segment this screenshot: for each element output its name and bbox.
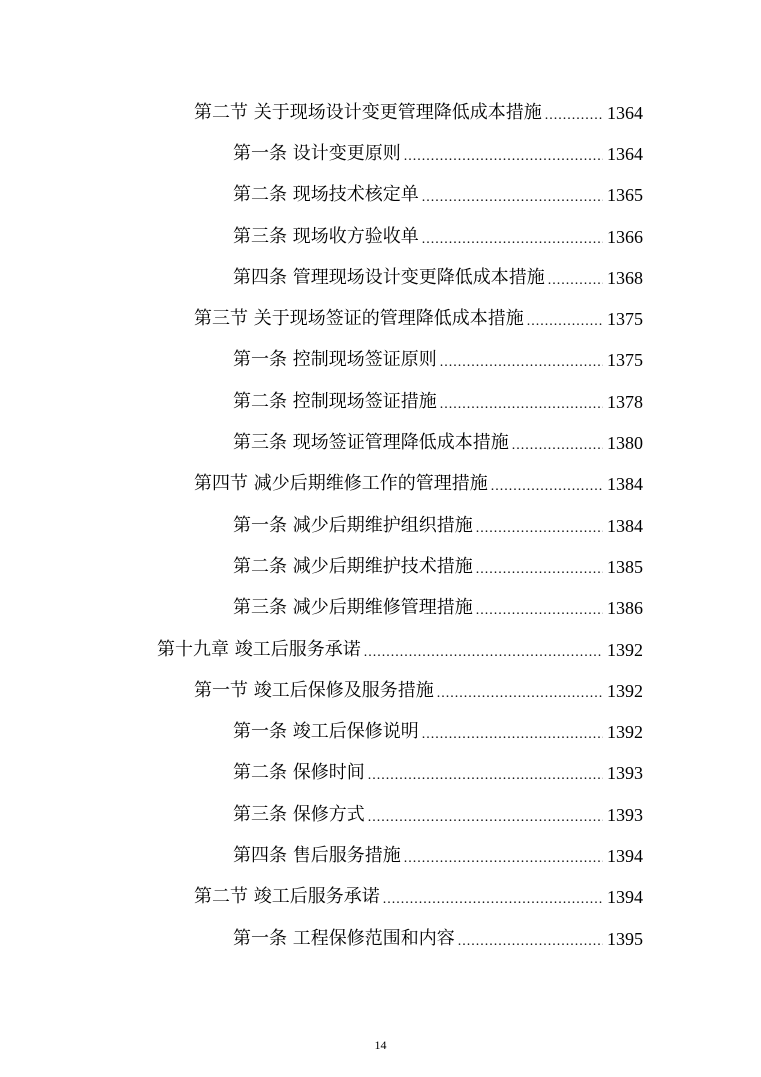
toc-entry-article[interactable]: [0, 381, 761, 422]
toc-entry-page: 1380: [607, 433, 643, 454]
toc-entry-article[interactable]: [0, 794, 761, 835]
toc-entry-article[interactable]: [0, 711, 761, 752]
toc-entry-page: 1375: [607, 350, 643, 371]
toc-entry-page: 1392: [607, 722, 643, 743]
toc-entry-page: 1364: [607, 143, 643, 164]
toc-entry-title: 第二条 现场技术核定单: [233, 184, 419, 206]
toc-entry-section-3[interactable]: [0, 298, 761, 339]
toc-entry-page: 1392: [607, 639, 643, 660]
dot-leader: [476, 559, 603, 581]
dot-leader: [527, 311, 603, 333]
toc-entry-page: 1366: [607, 226, 643, 247]
toc-entry-page: 1384: [607, 474, 643, 495]
toc-entry-page: 1384: [607, 515, 643, 536]
dot-leader: [437, 683, 603, 705]
toc-entry-title: 第四条 管理现场设计变更降低成本措施: [233, 266, 545, 288]
toc-entry-title: 第二条 减少后期维护技术措施: [233, 555, 473, 577]
toc-entry-page: 1394: [607, 887, 643, 908]
toc-entry-section-2[interactable]: [0, 877, 761, 918]
toc-entry-article[interactable]: [0, 835, 761, 876]
toc-entry-title: 第一节 竣工后保修及服务措施: [194, 679, 434, 701]
dot-leader: [422, 724, 603, 746]
dot-leader: [404, 848, 603, 870]
dot-leader: [512, 435, 603, 457]
toc-entry-title: 第一条 设计变更原则: [233, 142, 401, 164]
toc-entry-article[interactable]: [0, 175, 761, 216]
toc-entry-article[interactable]: [0, 133, 761, 174]
toc-entry-title: 第一条 减少后期维护组织措施: [233, 514, 473, 536]
toc-entry-title: 第三节 关于现场签证的管理降低成本措施: [194, 308, 524, 330]
toc-entry-page: 1368: [607, 267, 643, 288]
toc-entry-title: 第一条 竣工后保修说明: [233, 721, 419, 743]
dot-leader: [440, 394, 603, 416]
toc-entry-article[interactable]: [0, 257, 761, 298]
dot-leader: [476, 600, 603, 622]
toc-entry-title: 第一条 控制现场签证原则: [233, 349, 437, 371]
toc-entry-title: 第十九章 竣工后服务承诺: [157, 638, 361, 660]
toc-entry-section-1[interactable]: [0, 670, 761, 711]
toc-entry-page: 1394: [607, 845, 643, 866]
dot-leader: [548, 270, 603, 292]
dot-leader: [368, 765, 603, 787]
toc-entry-section-2[interactable]: [0, 92, 761, 133]
toc-entry-article[interactable]: [0, 505, 761, 546]
dot-leader: [440, 352, 603, 374]
toc-entry-article[interactable]: [0, 216, 761, 257]
toc-entry-section-4[interactable]: [0, 464, 761, 505]
table-of-contents: [0, 92, 761, 959]
toc-entry-title: 第四条 售后服务措施: [233, 844, 401, 866]
toc-entry-article[interactable]: [0, 588, 761, 629]
toc-entry-page: 1385: [607, 556, 643, 577]
page-number: 14: [374, 1038, 387, 1052]
toc-entry-page: 1393: [607, 804, 643, 825]
toc-entry-title: 第二节 关于现场设计变更管理降低成本措施: [194, 101, 542, 123]
toc-entry-title: 第二条 控制现场签证措施: [233, 390, 437, 412]
toc-entry-page: 1386: [607, 598, 643, 619]
toc-entry-article[interactable]: [0, 546, 761, 587]
toc-entry-title: 第三条 减少后期维修管理措施: [233, 597, 473, 619]
dot-leader: [383, 889, 603, 911]
dot-leader: [422, 229, 603, 251]
toc-entry-article[interactable]: [0, 753, 761, 794]
dot-leader: [458, 931, 603, 953]
toc-entry-page: 1395: [607, 928, 643, 949]
toc-entry-article[interactable]: [0, 340, 761, 381]
dot-leader: [476, 518, 603, 540]
toc-entry-article[interactable]: [0, 422, 761, 463]
toc-entry-page: 1375: [607, 309, 643, 330]
toc-entry-title: 第二节 竣工后服务承诺: [194, 886, 380, 908]
dot-leader: [545, 105, 603, 127]
toc-entry-title: 第三条 现场收方验收单: [233, 225, 419, 247]
toc-entry-chapter-19[interactable]: [0, 629, 761, 670]
toc-entry-title: 第一条 工程保修范围和内容: [233, 927, 455, 949]
dot-leader: [364, 642, 603, 664]
dot-leader: [404, 146, 603, 168]
dot-leader: [491, 476, 603, 498]
toc-entry-page: 1378: [607, 391, 643, 412]
toc-entry-title: 第二条 保修时间: [233, 762, 365, 784]
toc-entry-title: 第四节 减少后期维修工作的管理措施: [194, 473, 488, 495]
toc-entry-title: 第三条 保修方式: [233, 803, 365, 825]
toc-entry-page: 1392: [607, 680, 643, 701]
toc-entry-title: 第三条 现场签证管理降低成本措施: [233, 432, 509, 454]
dot-leader: [422, 187, 603, 209]
toc-entry-page: 1365: [607, 185, 643, 206]
dot-leader: [368, 807, 603, 829]
toc-entry-page: 1393: [607, 763, 643, 784]
toc-entry-page: 1364: [607, 102, 643, 123]
toc-entry-article[interactable]: [0, 918, 761, 959]
